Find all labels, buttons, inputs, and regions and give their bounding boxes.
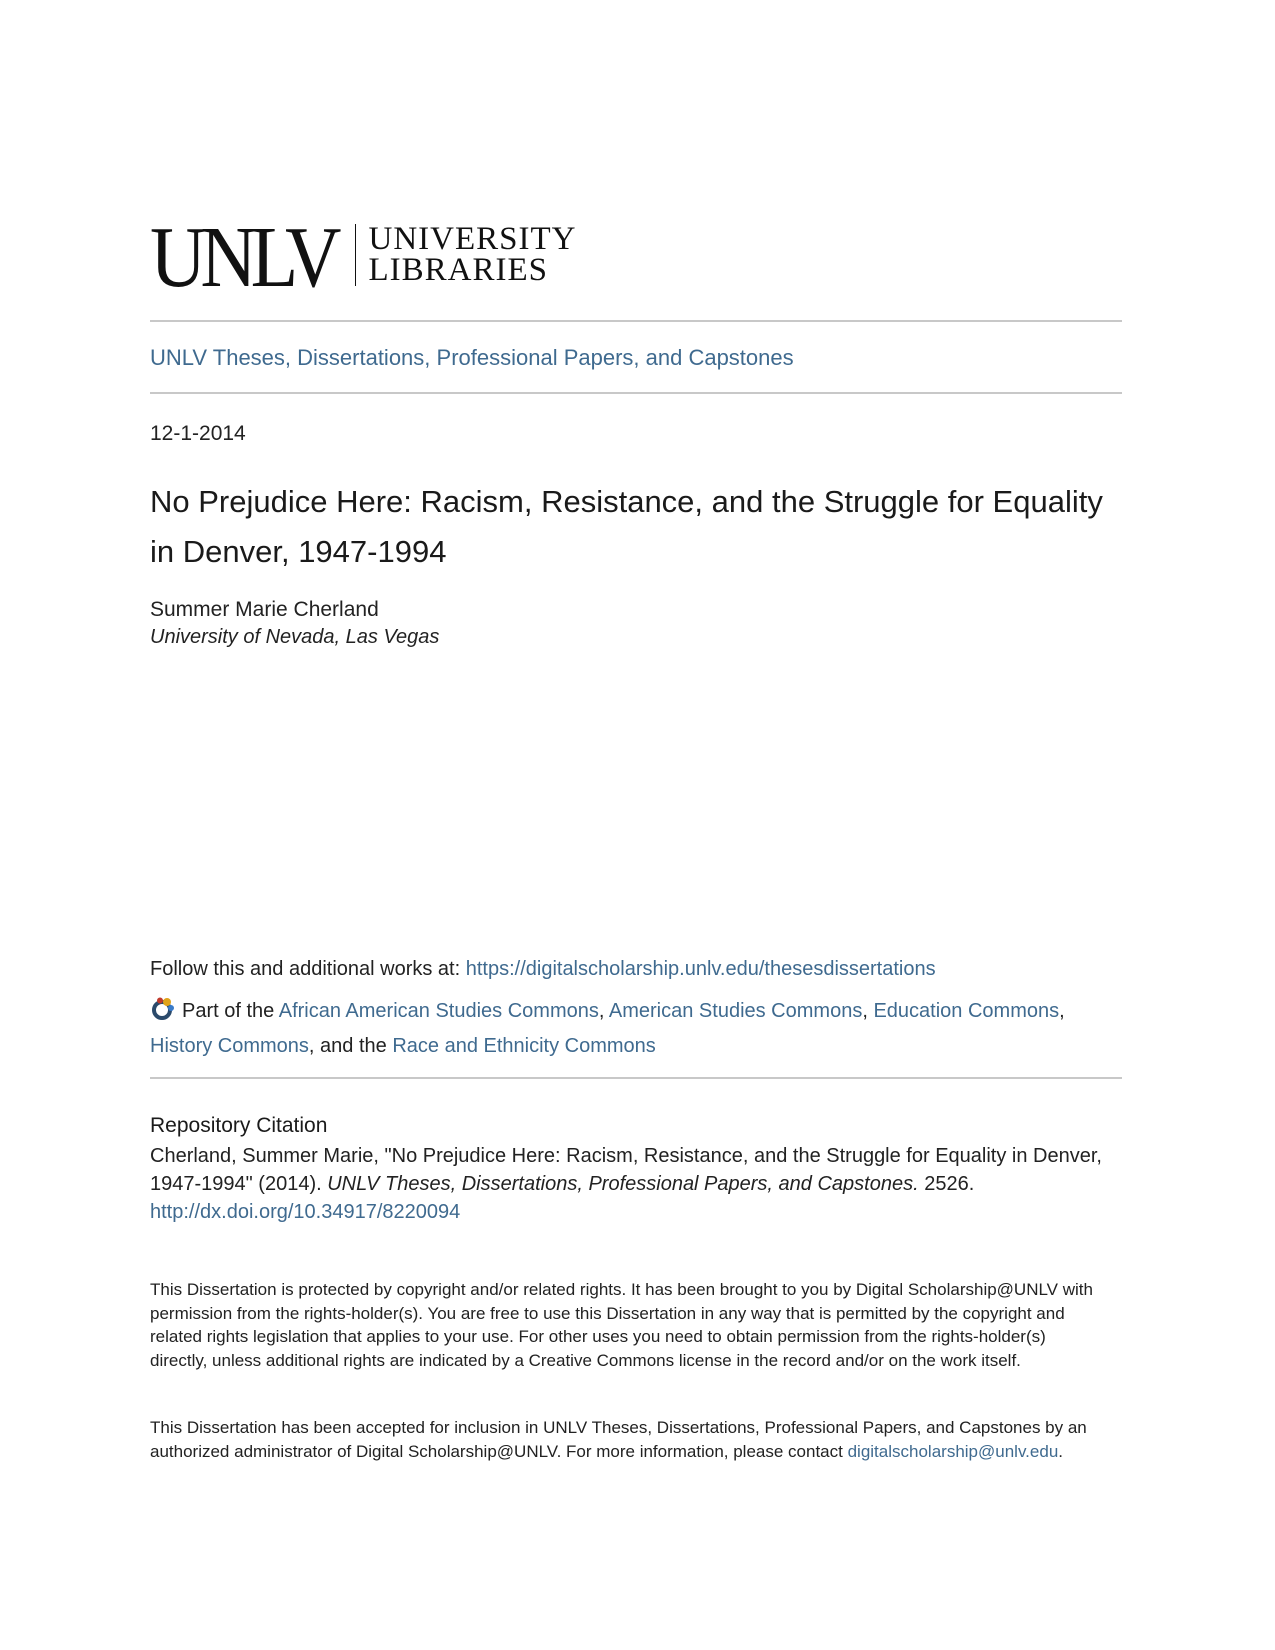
logo-line-1: UNIVERSITY (368, 221, 577, 257)
collection-url-link[interactable]: https://digitalscholarship.unlv.edu/thesesdissertations (465, 958, 936, 980)
citation-series: UNLV Theses, Dissertations, Professional Papers, and Capstones. (327, 1173, 919, 1195)
unlv-libraries-logo (150, 207, 577, 305)
divider-series (150, 392, 1122, 394)
part-of-sep-3: , (1059, 1000, 1065, 1022)
acceptance-end: . (1058, 1441, 1064, 1461)
document-title: No Prejudice Here: Racism, Resistance, and the Struggle for Equality in Denver, 1947-1994 (150, 484, 1103, 569)
citation-text (150, 1142, 1125, 1226)
citation-body: Cherland, Summer Marie, "No Prejudice Here: Racism, Resistance, and the Struggle for Equality in Denver, 1947-1994" (2014). (150, 1145, 1102, 1195)
publication-date: 12-1-2014 (150, 422, 246, 445)
author-affiliation: University of Nevada, Las Vegas (150, 626, 440, 648)
race-ethnicity-commons-link[interactable]: Race and Ethnicity Commons (392, 1035, 656, 1057)
citation-heading: Repository Citation (150, 1114, 328, 1137)
divider-citation (150, 1077, 1122, 1079)
contact-email-link[interactable]: digitalscholarship@unlv.edu (847, 1441, 1059, 1461)
part-of-sep-4: , and the (308, 1035, 393, 1057)
part-of-line (150, 994, 1130, 1064)
education-commons-link[interactable]: Education Commons (873, 1000, 1060, 1022)
author-name: Summer Marie Cherland (150, 598, 379, 621)
citation-number: 2526. (918, 1173, 975, 1195)
logo-text (368, 221, 577, 288)
doi-link[interactable]: http://dx.doi.org/10.34917/8220094 (150, 1201, 461, 1223)
acceptance-text: This Dissertation has been accepted for inclusion in UNLV Theses, Dissertations, Professional Papers, and Capstones by an authorized administrator of Digital Scholarship@UNLV. For more information, please contact (150, 1418, 1087, 1461)
logo-line-2: LIBRARIES (368, 252, 548, 288)
bepress-commons-icon (150, 997, 178, 1021)
african-american-studies-link[interactable]: African American Studies Commons (278, 1000, 599, 1022)
acceptance-statement (150, 1416, 1095, 1463)
follow-line (150, 958, 936, 981)
american-studies-link[interactable]: American Studies Commons (608, 1000, 863, 1022)
divider-top (150, 320, 1122, 322)
follow-label: Follow this and additional works at: (150, 958, 466, 980)
part-of-prefix: Part of the (182, 1000, 279, 1022)
rights-statement: This Dissertation is protected by copyright and/or related rights. It has been brought to you by Digital Scholarship@UNLV with permission from the rights-holder(s). You are free to use this Dissertation in any way that is permitted by the copyright and related rights legislation that applies to your use. For other uses you need to obtain permission from the rights-holder(s) directly, unless additional rights are indicated by a Creative Commons license in the record and/or on the work itself. (150, 1280, 1093, 1370)
logo-mark: UNLV (150, 207, 336, 305)
part-of-sep-1: , (598, 1000, 609, 1022)
logo-divider (355, 224, 356, 286)
history-commons-link[interactable]: History Commons (150, 1035, 309, 1057)
part-of-sep-2: , (862, 1000, 874, 1022)
series-link[interactable]: UNLV Theses, Dissertations, Professional Papers, and Capstones (150, 345, 794, 370)
